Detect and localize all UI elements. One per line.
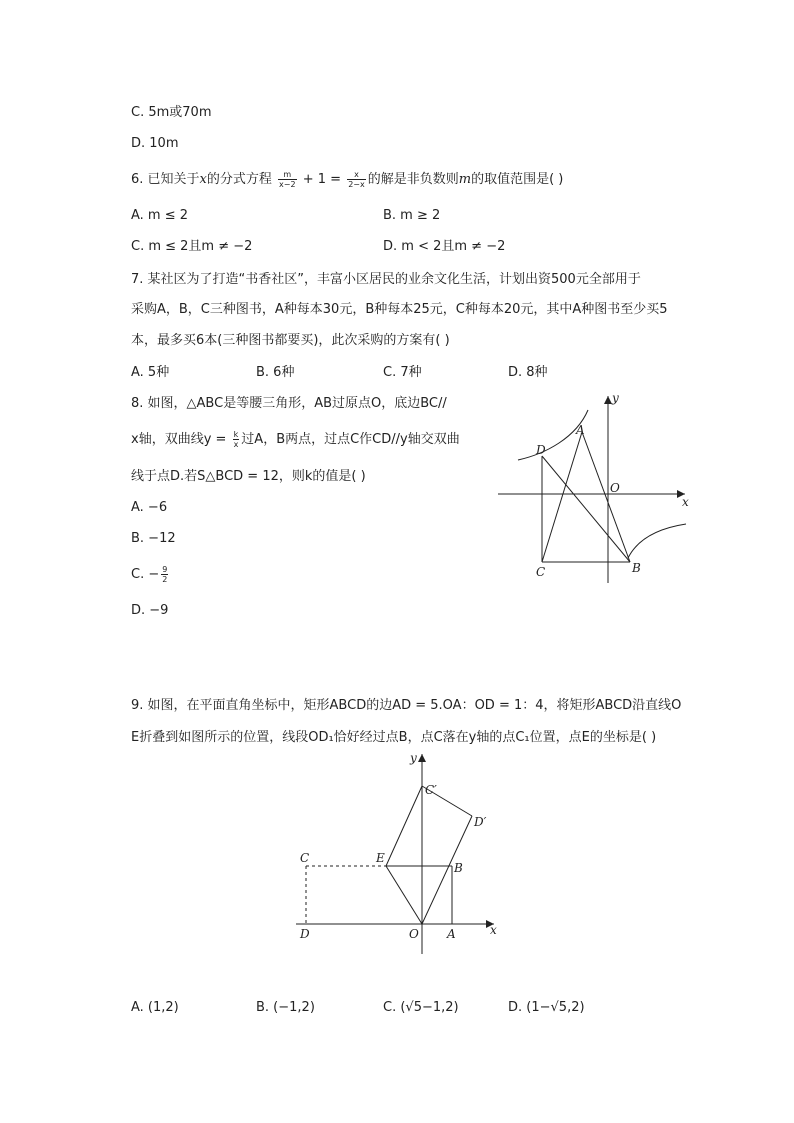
- q8-label-x: x: [682, 495, 689, 509]
- q7-option-b: B. 6种: [256, 365, 295, 380]
- q8-label-c: C: [536, 565, 546, 579]
- q8-option-d: D. −9: [131, 603, 169, 618]
- q7-line-2: 采购A，B，C三种图书，A种每本30元，B种每本25元，C种每本20元，其中A种图书至少买5: [131, 302, 668, 317]
- q5-option-d: D. 10m: [131, 136, 179, 151]
- q9-label-o: O: [409, 927, 419, 941]
- q8-line-2: [131, 430, 460, 450]
- q5-option-c: C. 5m或70m: [131, 105, 212, 120]
- q9-label-d1: D′: [474, 815, 487, 829]
- q6-stem-suffix-a: 的解是非负数: [367, 172, 446, 187]
- q9-option-c: C. (√5−1,2): [383, 1000, 459, 1015]
- q9-line-1: 9. 如图，在平面直角坐标中，矩形ABCD的边AD = 5.OA：OD = 1：4，将矩形ABCD沿直线O: [131, 698, 682, 713]
- q6-fraction-1-num: m: [278, 170, 297, 180]
- q8-option-b: B. −12: [131, 531, 176, 546]
- q8-label-d: D: [536, 443, 546, 457]
- q8-figure: [490, 388, 700, 598]
- q6-fraction-1: [278, 170, 297, 189]
- q9-option-a: A. (1,2): [131, 1000, 179, 1015]
- q8-line-1: 8. 如图，△ABC是等腰三角形，AB过原点O，底边BC//: [131, 396, 447, 411]
- q7-line-1: 7. 某社区为了打造“书香社区”，丰富小区居民的业余文化生活，计划出资500元全部用于: [131, 272, 641, 287]
- q8-label-b: B: [632, 561, 641, 575]
- q8-y-arrow: [604, 396, 612, 404]
- q8-label-y: y: [612, 391, 619, 405]
- q9-segment-ec1: [386, 786, 422, 866]
- q8-segment-ab: [582, 432, 630, 562]
- q9-option-b: B. (−1,2): [256, 1000, 315, 1015]
- q6-fraction-2: [347, 170, 366, 189]
- q9-y-arrow: [418, 754, 426, 762]
- q8-fraction: [233, 430, 240, 449]
- q6-fraction-1-den: x−2: [279, 180, 296, 189]
- q6-fraction-2-num: x: [347, 170, 366, 180]
- q8-hyperbola-lower-branch: [628, 524, 686, 558]
- q9-label-e: E: [376, 851, 385, 865]
- q8-option-a: A. −6: [131, 500, 168, 515]
- q8-option-c-num: 9: [162, 565, 168, 574]
- q9-label-x: x: [490, 923, 497, 937]
- q7-option-d: D. 8种: [508, 365, 548, 380]
- q6-option-a: A. m ≤ 2: [131, 208, 189, 223]
- q6-option-c: C. m ≤ 2且m ≠ −2: [131, 239, 253, 254]
- q9-label-c: C: [300, 851, 310, 865]
- q9-segment-d1o: [422, 816, 472, 924]
- q8-label-o: O: [610, 481, 620, 495]
- q6-plus-one: + 1 =: [302, 172, 342, 187]
- q9-label-b: B: [454, 861, 463, 875]
- q8-fraction-num: k: [233, 430, 239, 439]
- q8-line-2-b: 过A，B两点，过点C作CD//y轴交双曲: [241, 432, 460, 447]
- q6-option-d: D. m < 2且m ≠ −2: [383, 239, 506, 254]
- q7-option-c: C. 7种: [383, 365, 422, 380]
- q7-line-3: 本，最多买6本(三种图书都要买)，此次采购的方案有( ): [131, 333, 450, 348]
- q6-var-m: m: [458, 172, 472, 187]
- q6-stem-prefix: 6. 已知关于: [131, 172, 200, 187]
- q6-option-b: B. m ≥ 2: [383, 208, 441, 223]
- q9-label-c1: C′: [425, 783, 437, 797]
- q8-option-c: [131, 565, 170, 585]
- q9-line-2: E折叠到如图所示的位置，线段OD₁恰好经过点B，点C落在y轴的点C₁位置，点E的坐标是( ): [131, 730, 657, 745]
- q6-stem-mid: 的分式方程: [206, 172, 272, 187]
- q8-line-2-a: x轴，双曲线y =: [131, 432, 227, 447]
- q6-stem-suffix-b: 则: [445, 172, 459, 187]
- q6-fraction-2-den: 2−x: [348, 180, 365, 189]
- q8-label-a: A: [576, 423, 585, 437]
- q9-figure: [290, 748, 510, 963]
- q9-label-d: D: [300, 927, 310, 941]
- q7-option-a: A. 5种: [131, 365, 170, 380]
- q8-option-c-prefix: C. −: [131, 567, 160, 582]
- q9-label-a: A: [447, 927, 456, 941]
- q8-segment-db: [542, 456, 630, 562]
- q6-var-x: x: [199, 172, 207, 187]
- q9-label-y: y: [410, 751, 417, 765]
- q8-option-c-den: 2: [162, 575, 168, 584]
- q8-option-c-fraction: [161, 565, 168, 584]
- q9-segment-oe: [386, 866, 422, 924]
- q6-stem: [131, 170, 563, 190]
- q6-stem-suffix-c: 的取值范围是( ): [471, 172, 564, 187]
- q9-option-d: D. (1−√5,2): [508, 1000, 585, 1015]
- q8-fraction-den: x: [233, 440, 239, 449]
- q8-line-3: 线于点D.若S△BCD = 12，则k的值是( ): [131, 469, 366, 484]
